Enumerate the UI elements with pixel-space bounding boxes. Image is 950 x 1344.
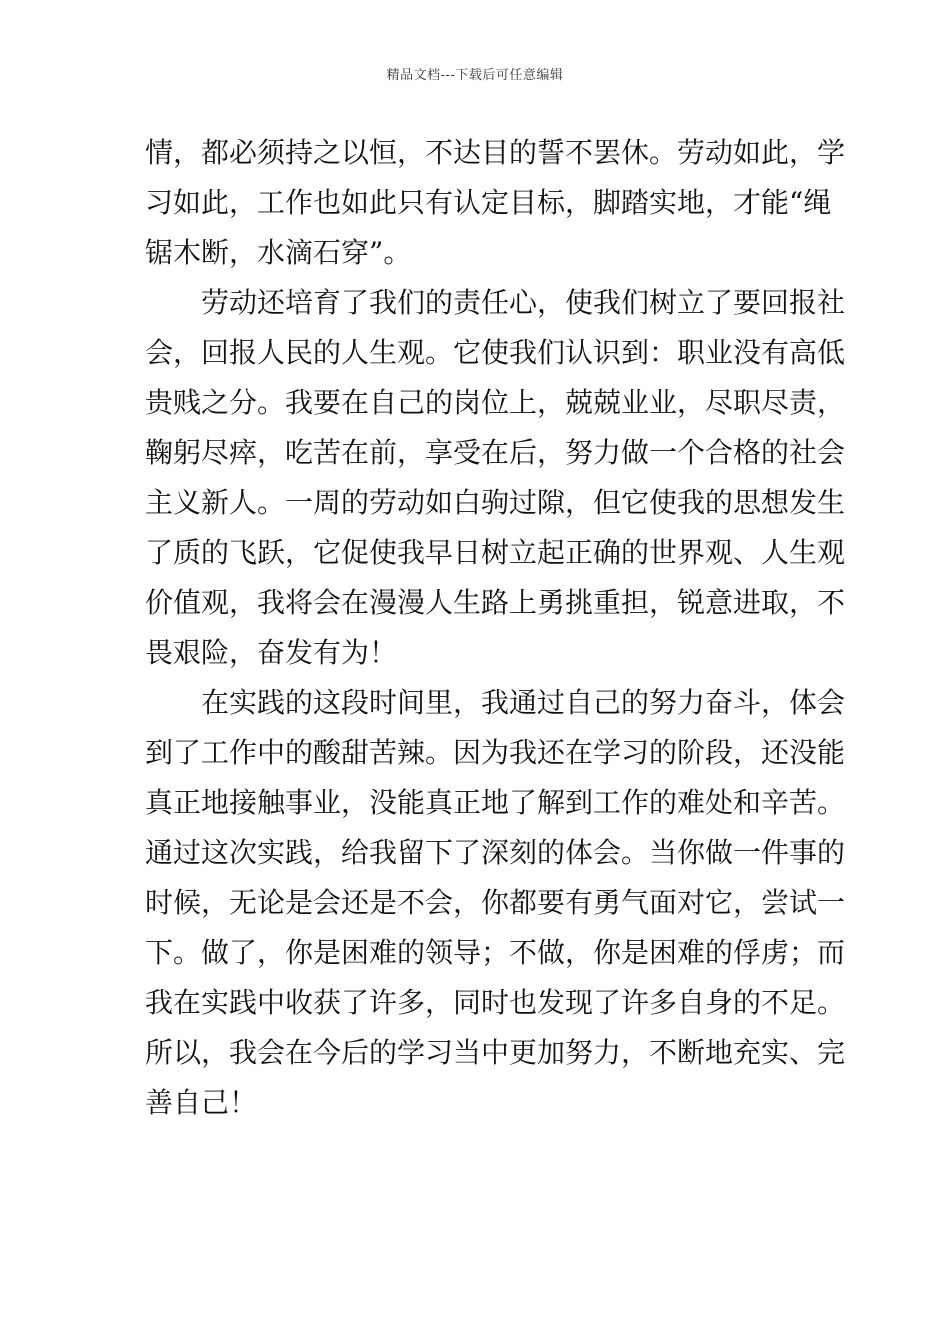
text-line: 畏艰险，奋发有为！	[145, 636, 398, 669]
text-line: 贵贱之分。我要在自己的岗位上，兢兢业业，尽职尽责，	[145, 386, 846, 419]
text-line: 鞠躬尽瘁，吃苦在前，享受在后，努力做一个合格的社会	[145, 436, 846, 469]
text-line: 通过这次实践，给我留下了深刻的体会。当你做一件事的	[145, 836, 846, 869]
text-line: 习如此，工作也如此只有认定目标，脚踏实地，才能“绳	[145, 186, 832, 219]
text-line: 情，都必须持之以恒，不达目的誓不罢休。劳动如此，学	[145, 136, 846, 169]
text-line: 善自己！	[145, 1086, 258, 1119]
text-line: 在实践的这段时间里，我通过自己的努力奋斗，体会	[145, 686, 846, 719]
text-line: 主义新人。一周的劳动如白驹过隙，但它使我的思想发生	[145, 486, 846, 519]
text-line: 了质的飞跃，它促使我早日树立起正确的世界观、人生观	[145, 536, 846, 569]
text-line: 我在实践中收获了许多，同时也发现了许多自身的不足。	[145, 986, 846, 1019]
text-line: 下。做了，你是困难的领导；不做，你是困难的俘虏；而	[145, 936, 846, 969]
text-line: 锯木断，水滴石穿”。	[145, 236, 412, 269]
text-line: 价值观，我将会在漫漫人生路上勇挑重担，锐意进取，不	[145, 586, 846, 619]
page-header: 精品文档---下载后可任意编辑	[386, 68, 564, 83]
text-line: 劳动还培育了我们的责任心，使我们树立了要回报社	[145, 286, 846, 319]
text-line: 所以，我会在今后的学习当中更加努力，不断地充实、完	[145, 1036, 846, 1069]
text-line: 会，回报人民的人生观。它使我们认识到：职业没有高低	[145, 336, 846, 369]
text-line: 到了工作中的酸甜苦辣。因为我还在学习的阶段，还没能	[145, 736, 846, 769]
text-line: 时候，无论是会还是不会，你都要有勇气面对它，尝试一	[145, 886, 846, 919]
text-line: 真正地接触事业，没能真正地了解到工作的难处和辛苦。	[145, 786, 846, 819]
document-body	[145, 128, 846, 1128]
